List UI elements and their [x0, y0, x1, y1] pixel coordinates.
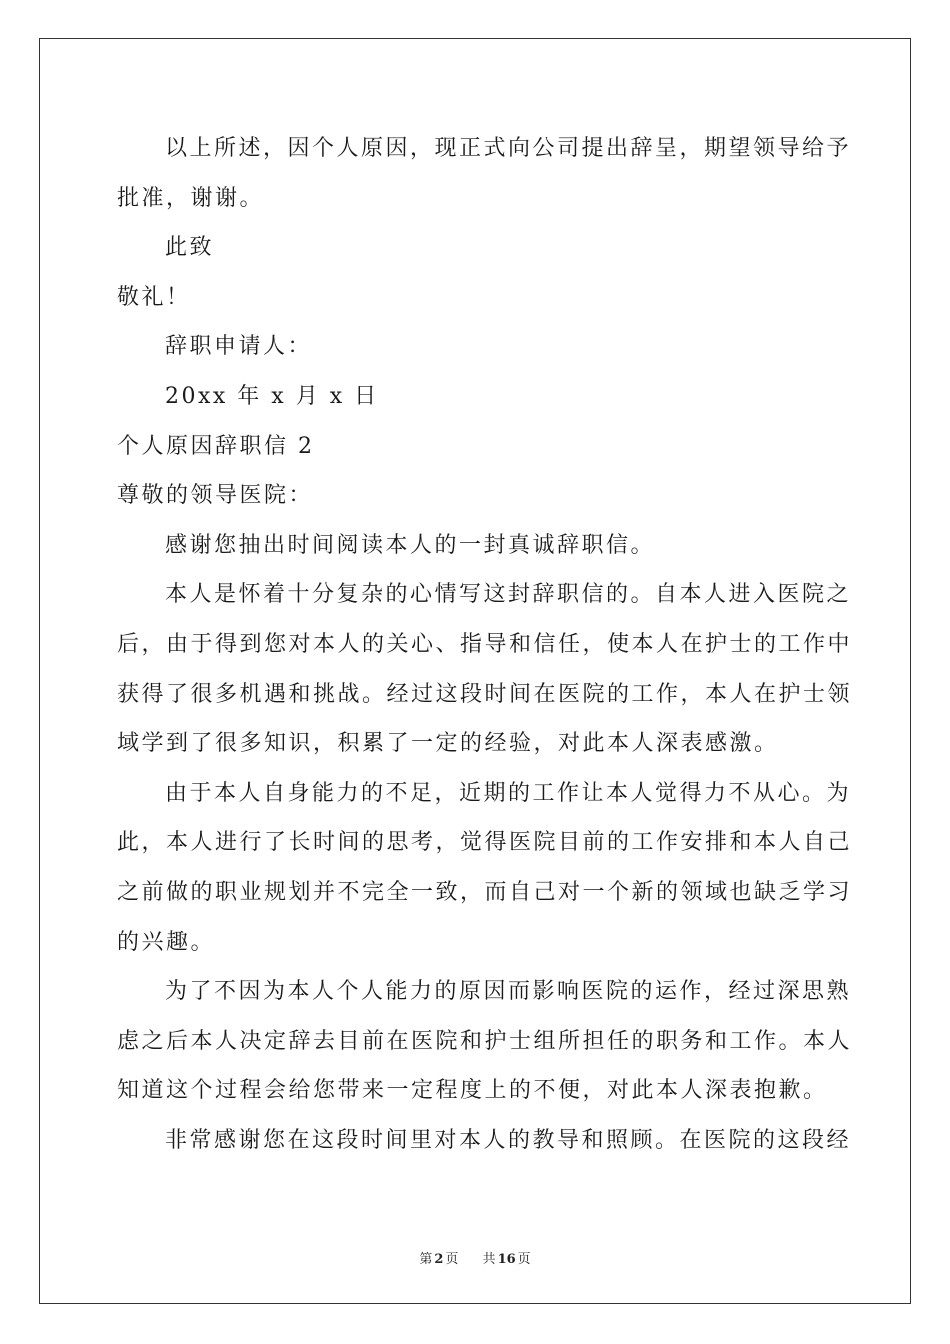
document-body [117, 124, 853, 1165]
text-line: 尊敬的领导医院： [117, 483, 314, 509]
text-line: 域学到了很多知识，积累了一定的经验，对此本人深表感激。 [117, 731, 779, 757]
text-line: 感谢您抽出时间阅读本人的一封真诚辞职信。 [165, 532, 656, 558]
text-line: 批准，谢谢。 [117, 185, 265, 211]
text-line: 之前做的职业规划并不完全一致，而自己对一个新的领域也缺乏学习 [117, 879, 853, 905]
text-line: 敬礼！ [117, 284, 191, 310]
text-line: 本人是怀着十分复杂的心情写这封辞职信的。自本人进入医院之 [165, 582, 852, 608]
page-number-label: 第 2 页 [419, 1252, 459, 1267]
text-line: 后，由于得到您对本人的关心、指导和信任，使本人在护士的工作中 [117, 631, 853, 657]
text-line: 个人原因辞职信 2 [117, 433, 315, 459]
text-line: 辞职申请人： [165, 334, 313, 360]
text-line: 知道这个过程会给您带来一定程度上的不便，对此本人深表抱歉。 [117, 1078, 828, 1104]
total-pages-label: 共 16 页 [482, 1252, 531, 1267]
text-line: 虑之后本人决定辞去目前在医院和护士组所担任的职务和工作。本人 [117, 1028, 853, 1054]
page-footer [0, 1248, 950, 1267]
text-line: 20xx 年 x 月 x 日 [165, 383, 379, 409]
text-line: 的兴趣。 [117, 929, 216, 955]
text-line: 由于本人自身能力的不足，近期的工作让本人觉得力不从心。为 [165, 780, 852, 806]
text-line: 非常感谢您在这段时间里对本人的教导和照顾。在医院的这段经 [165, 1127, 852, 1153]
text-line: 此，本人进行了长时间的思考，觉得医院目前的工作安排和本人自己 [117, 830, 853, 856]
text-line: 以上所述，因个人原因，现正式向公司提出辞呈，期望领导给予 [165, 136, 852, 161]
text-line: 为了不因为本人个人能力的原因而影响医院的运作，经过深思熟 [165, 979, 852, 1005]
text-line: 获得了很多机遇和挑战。经过这段时间在医院的工作，本人在护士领 [117, 681, 853, 707]
text-line: 此致 [165, 235, 215, 261]
